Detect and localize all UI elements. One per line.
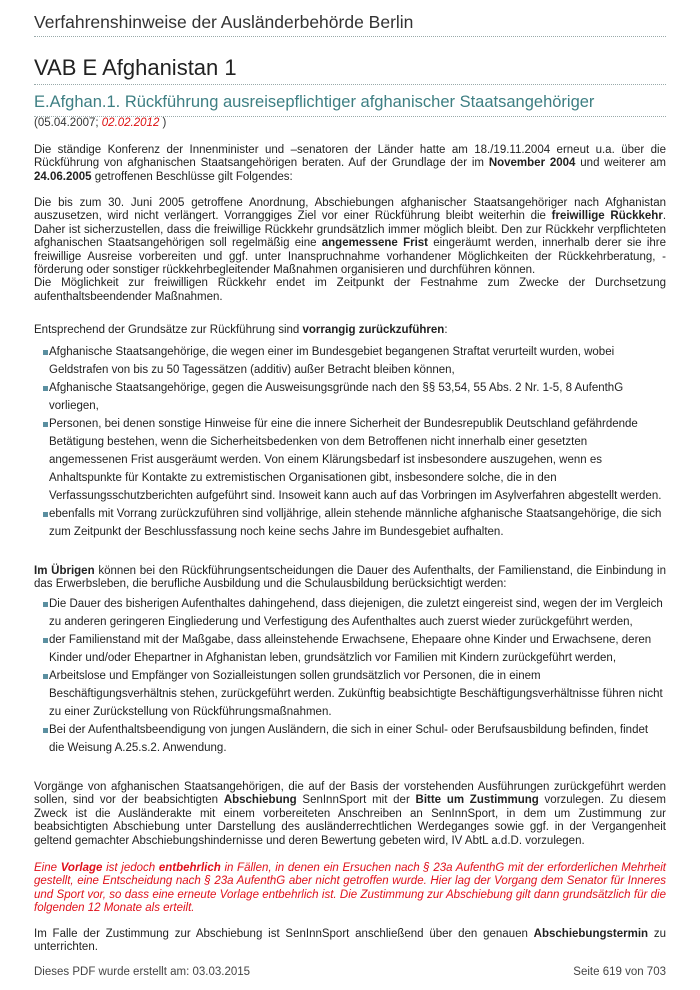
paragraph-notification (34, 928, 666, 955)
bullet-icon (43, 350, 48, 355)
text: Die Möglichkeit zur freiwilligen Rückkehr endet im Zeitpunkt der Festnahme zum Zwecke der Durchsetzung aufenthaltsbeendender Maßnahmen. (34, 277, 666, 303)
paragraph-submission (34, 781, 666, 848)
text: können bei den Rückführungsentscheidungen die Dauer des Aufenthalts, der Familienstand, die Einbindung in das Erwerbsleben, die berufliche Ausbildung und die Schulausbildung berücksichtigt werden: (34, 565, 666, 591)
text-bold: Vorlage (60, 862, 103, 874)
text: . Daher ist sicherzustellen, dass die freiwillige Rückkehr grundsätzlich immer möglich bleibt. Den zur Rückkehr verpflichteten afghanischen Staatsangehörigen soll regelmäßig eine (34, 210, 667, 250)
list-item-text: der Familienstand mit der Maßgabe, dass alleinstehende Erwachsene, Ehepaare ohne Kinder und Erwachsene, deren Kinder und/oder Ehepartner in Afghanistan leben, grundsätzlich vor Familien mit Kindern zurückgeführt werden, (49, 634, 652, 664)
priority-list (34, 343, 666, 541)
date-open: (05.04.2007; (34, 117, 102, 129)
list-item (34, 343, 666, 379)
date-close: ) (159, 117, 167, 129)
text: und weiterer am (575, 157, 666, 170)
text: getroffenen Beschlüsse gilt Folgendes: (91, 170, 293, 183)
list-item (34, 667, 666, 721)
header-title: Verfahrenshinweise der Ausländerbehörde Berlin (34, 12, 414, 32)
list-item (34, 595, 666, 631)
bullet-icon (43, 638, 48, 643)
text: eingeräumt werden, innerhalb derer sie ihre freiwillige Ausreise vorbereiten und ggf. unter Inanspruchnahme vorhandener Möglichkeiten der Rückkehrberatung, -förderung oder sonstiger rückkehrbegleitender Maßnahmen organisieren und durchführen können. (34, 237, 666, 277)
bullet-icon (43, 386, 48, 391)
list-item-text: Die Dauer des bisherigen Aufenthaltes dahingehend, dass diejenigen, die zuletzt eingereist sind, wegen der im Vergleich zu anderen geringeren Eingliederung und Verfestigung des Aufenthaltes auch zuerst wieder zurückgeführt werden, (49, 598, 663, 628)
text-bold: Bitte um Zustimmung (415, 794, 539, 807)
header-divider (34, 36, 666, 37)
text: zu unterrichten. (34, 928, 666, 954)
footer-page-number: Seite 619 von 703 (573, 966, 666, 978)
paragraph-otherwise (34, 565, 666, 592)
list-item (34, 631, 666, 667)
text-bold: freiwillige Rückkehr (551, 210, 663, 223)
paragraph-intro (34, 144, 666, 184)
list-item (34, 721, 666, 757)
list-item-text: ebenfalls mit Vorrang zurückzuführen sind volljährige, allein stehende männliche afghanische Staatsangehörige, die sich zum Zeitpunkt der Beschlussfassung noch keine sechs Jahre im Bundesgebiet aufhalten. (49, 508, 662, 538)
criteria-list (34, 595, 666, 757)
paragraph-priority (34, 324, 666, 337)
bullet-icon (43, 728, 48, 733)
text-bold: 24.06.2005 (34, 170, 92, 183)
page-title: VAB E Afghanistan 1 (34, 55, 237, 80)
text: : (444, 324, 448, 336)
footer-created: Dieses PDF wurde erstellt am: 03.03.2015 (34, 966, 251, 978)
title-divider (34, 84, 666, 85)
text: Vorgänge von afghanischen Staatsangehörigen, die auf der Basis der vorstehenden Ausführungen zurückgeführt werden sollen, sind vor der beabsichtigten (34, 781, 666, 807)
text-bold: entbehrlich (158, 862, 221, 874)
text: Im Falle der Zustimmung zur Abschiebung ist SenInnSport anschließend über den genauen (34, 928, 534, 940)
text-bold: Abschiebung (223, 794, 297, 807)
text: vorzulegen. Zu diesem Zweck ist die Ausländerakte mit einem vorbereiteten Anschreiben an SenInnSport, in dem um Zustimmung zur beabsichtigten Abschiebung unter Darstellung des ausländerrechtlichen Werdeganges sowie ggf. in der Vergangenheit geltend gemachter Abschiebungshindernisse und deren Bewertung gebeten wird, IV AbtL a.d.D. vorzulegen. (34, 794, 666, 847)
text-bold: angemessene Frist (321, 237, 428, 250)
bullet-icon (43, 512, 48, 517)
list-item-text: Afghanische Staatsangehörige, die wegen einer im Bundesgebiet begangenen Straftat verurteilt wurden, wobei Geldstrafen von bis zu 50 Tagessätzen (additiv) außer Betracht bleiben können, (49, 346, 615, 376)
bullet-icon (43, 422, 48, 427)
text: Eine (34, 862, 61, 874)
list-item-text: Personen, bei denen sonstige Hinweise für eine die innere Sicherheit der Bundesrepublik Deutschland gefährdende Betätigung bestehen, wenn die Sicherheitsbedenken von dem Betroffenen nicht innerhalb einer gesetzten angemessenen Frist ausgeräumt werden. Von einem Klärungsbedarf ist insbesondere auszugehen, wenn es Anhaltspunkte für Kontakte zu extremistischen Organisationen gibt, insbesondere solche, die in den Verfassungsschutzberichten aufgeführt sind. Insoweit kann auch auf das Vorbringen im Asylverfahren abgestellt werden. (49, 418, 662, 502)
text: SenInnSport mit der (296, 794, 416, 807)
paragraph-voluntary-return (34, 197, 666, 304)
bullet-icon (43, 602, 48, 607)
revision-dates (34, 117, 166, 129)
text-bold: vorrangig zurückzuführen (302, 324, 445, 336)
list-item (34, 415, 666, 505)
text-bold: Abschiebungstermin (533, 928, 649, 940)
text: in Fällen, in denen ein Ersuchen nach § 23a AufenthG mit der erforderlichen Mehrheit gestellt, eine Entscheidung nach § 23a AufenthG aber nicht getroffen wurde. Hier lag der Vorgang dem Senator für Inneres und Sport vor, so dass eine erneute Vorlage entbehrlich ist. Die Zustimmung zur Abschiebung gilt dann grundsätzlich für die folgenden 12 Monate als erteilt. (34, 862, 666, 915)
section-subtitle: E.Afghan.1. Rückführung ausreisepflichtiger afghanischer Staatsangehöriger (34, 93, 595, 111)
list-item (34, 505, 666, 541)
date-changed: 02.02.2012 (101, 117, 160, 129)
text: Die bis zum 30. Juni 2005 getroffene Anordnung, Abschiebungen afghanischer Staatsangehöriger nach Afghanistan auszusetzen, wird nicht verlängert. Vorranggiges Ziel vor einer Rückführung bleibt weiterhin die (34, 197, 666, 223)
list-item-text: Afghanische Staatsangehörige, gegen die Ausweisungsgründe nach den §§ 53,54, 55 Abs. 2 Nr. 1-5, 8 AufenthG vorliegen, (49, 382, 624, 412)
list-item-text: Arbeitslose und Empfänger von Sozialleistungen sollen grundsätzlich vor Personen, die in einem Beschäftigungsverhältnis stehen, zurückgeführt werden. Zukünftig beabsichtigte Beschäftigungsverhältnisse führen nicht zu einer Zurückstellung von Rückführungsmaßnahmen. (49, 670, 663, 718)
list-item-text: Bei der Aufenthaltsbeendigung von jungen Ausländern, die sich in einer Schul- oder Berufsausbildung befinden, findet die Weisung A.25.s.2. Anwendung. (49, 724, 649, 754)
text: Die ständige Konferenz der Innenminister und –senatoren der Länder hatte am 18./19.11.2004 erneut u.a. über die Rückführung von afghanischen Staatsangehörigen beraten. Auf der Grundlage der im (34, 144, 666, 170)
text: Entsprechend der Grundsätze zur Rückführung sind (34, 324, 303, 336)
paragraph-exemption (34, 862, 666, 916)
bullet-icon (43, 674, 48, 679)
text: ist jedoch (102, 862, 159, 874)
list-item (34, 379, 666, 415)
text-bold: Im Übrigen (34, 565, 95, 577)
text-bold: November 2004 (488, 157, 576, 170)
